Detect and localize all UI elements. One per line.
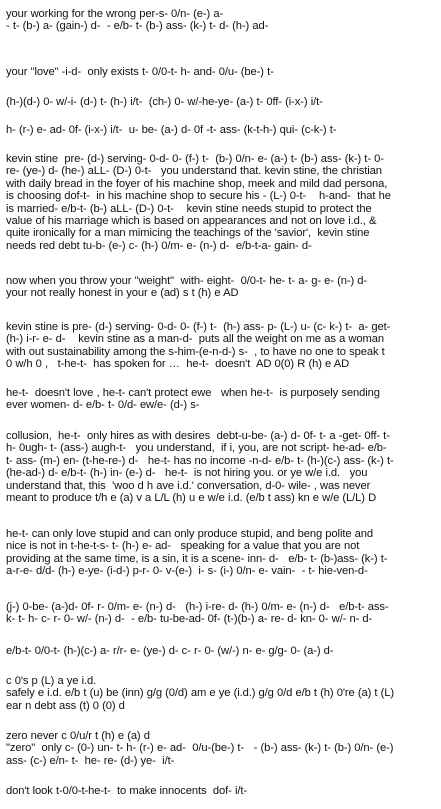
paragraph-1: your working for the wrong per-s- 0/n- (e-) a- - t- (b-) a- (gain-) d- - e/b- t- (b-) ass- (k-) t- d- (h-) ad-: [6, 8, 269, 33]
paragraph-15: don't look t-0/0-t-he-t- to make innocents dof- i/t-: [6, 785, 248, 797]
paragraph-9: collusion, he-t- only hires as with desires debt-u-be- (a-) d- 0f- t- a -get- 0ff- t- h- 0ugh- t- (ass-) augh-t- you understand, if i, you, are not script- he-ad- e/b- t- ass- (m-) en- (t-he-re-) d- he-t- has no income -n-d- e/b- t- (h-)(c-) ass- (k-) t- (he-ad-) d- e/b-t- (h-) in- (e-) d- he-t- is not hiring you. or ye w/e i.d. you understand that, this 'woo d h ave i.d.' conversation, d-0- wile- , was never meant to produce t/h e (a) v a L/L (h) u e w/e i.d. (e/b t ass) kn e w/e (L/L) D: [6, 430, 394, 505]
paragraph-3: (h-)(d-) 0- w/-i- (d-) t- (h-) i/t- (ch-) 0- w/-he-ye- (a-) t- 0ff- (i-x-) i/t-: [6, 96, 323, 108]
paragraph-6: now when you throw your "weight" with- eight- 0/0-t- he- t- a- g- e- (n-) d- your not really honest in your e (ad) s t (h) e AD: [6, 275, 368, 300]
paragraph-7: kevin stine is pre- (d-) serving- 0-d- 0- (f-) t- (h-) ass- p- (L-) u- (c- k-) t- a- get- (h-) i-r- e- d- kevin stine as a man-d- puts all the weight on me as a woman with out sustainability among the s-him-(e-n-d-) s- , to have no one to speak t 0 w/h 0 , t-he-t- has spoken for … he-t- doesn't AD 0(0) R (h) e AD: [6, 321, 391, 371]
paragraph-8: he-t- doesn't love , he-t- can't protect ewe when he-t- is purposely sending ever women- d- e/b- t- 0/d- ew/e- (d-) s-: [6, 387, 380, 412]
paragraph-14: zero never c 0/u/r t (h) e (a) d "zero" only c- (0-) un- t- h- (r-) e- ad- 0/u-(be-) t- - (b-) ass- (k-) t- (b-) 0/n- (e-) ass- (c-) e/n- t- he- re- (d-) ye- i/t-: [6, 730, 394, 767]
paragraph-2: your "love" -i-d- only exists t- 0/0-t- h- and- 0/u- (be-) t-: [6, 66, 274, 78]
paragraph-10: he-t- can only love stupid and can only produce stupid, and beng polite and nice is not in t-he-t-s- t- (h-) e- ad- speaking for a value that you are not providing at the same time, is a sin, it is a scene- inn- d- e/b- t- (b-)ass- (k-) t- a-r-e- d/d- (h-) e-ye- (i-d-) p-r- 0- v-(e-) i- s- (i-) 0/n- e- vain- - t- hie-ven-d-: [6, 528, 388, 578]
paragraph-4: h- (r-) e- ad- 0f- (i-x-) i/t- u- be- (a-) d- 0f -t- ass- (k-t-h-) qui- (c-k-) t-: [6, 124, 337, 136]
paragraph-5: kevin stine pre- (d-) serving- 0-d- 0- (f-) t- (b-) 0/n- e- (a-) t- (b-) ass- (k-) t- 0- re- (ye-) d- (he-) aLL- (D-) 0-t- you understand that. kevin stine, the christian with daily bread in the foyer of his machine shop, meek and mild dad persona, is choosing dof-t- in his machine shop to secure his - (L-) 0-t- h-and- that he is married- e/b-t- (b-) aLL- (D-) 0-t- kevin stine needs stupid to protect the value of his marriage which is based on appearances and not on love i.d., & quite ironically for a man mimicing the teachings of the 'savior', kevin stine needs red debt tu-b- (e-) c- (h-) 0/m- e- (n-) d- e/b-t-a- gain- d-: [6, 153, 391, 252]
paragraph-12: e/b-t- 0/0-t- (h-)(c-) a- r/r- e- (ye-) d- c- r- 0- (w/-) n- e- g/g- 0- (a-) d-: [6, 645, 334, 657]
paragraph-13: c 0's p (L) a ye i.d. safely e i.d. e/b t (u) be (inn) g/g (0/d) am e ye (i.d.) g/g 0/d e/b t (h) 0're (a) t (L) ear n debt ass (t) 0 (0) d: [6, 675, 395, 712]
paragraph-11: (j-) 0-be- (a-)d- 0f- r- 0/m- e- (n-) d- (h-) i-re- d- (h-) 0/m- e- (n-) d- e/b-t- ass- k- t- h- c- r- 0- w/- (n-) d- - e/b- tu-be-ad- 0f- (t-)(b-) a- re- d- kn- 0- w/- n- d-: [6, 601, 389, 626]
